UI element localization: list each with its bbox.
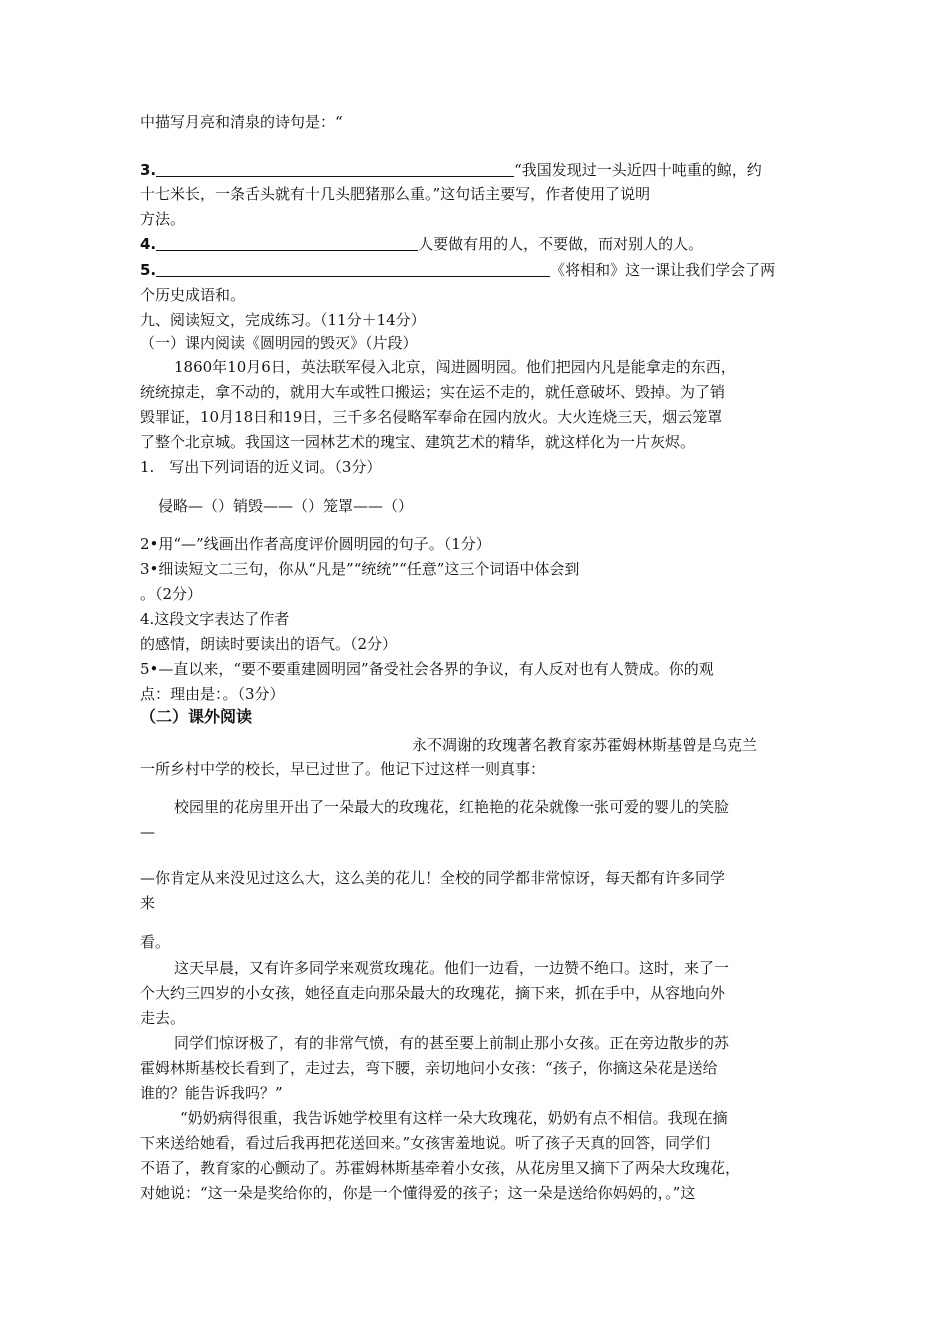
- answer-blank: [156, 261, 550, 277]
- answer-blank: [156, 161, 514, 177]
- reading-question-5-line-2: 点：理由是：。（3分）: [140, 685, 285, 703]
- reading-question-2: 2•用“—”线画出作者高度评价圆明园的句子。（1分）: [140, 535, 491, 553]
- reading-question-4-line-1: 4.这段文字表达了作者: [140, 610, 290, 628]
- passage-1-line-4: 了整个北京城。我国这一园林艺术的瑰宝、建筑艺术的精华，就这样化为一片灰烬。: [140, 433, 696, 451]
- story-line-intro: 一所乡村中学的校长，早已过世了。他记下过这样一则真事：: [140, 760, 546, 778]
- question-5-line-1: [140, 260, 775, 280]
- line-moon-spring: 中描写月亮和清泉的诗句是：“: [140, 113, 343, 131]
- question-3-line-1: [140, 160, 762, 180]
- question-3-text: “我国发现过一头近四十吨重的鲸，约: [514, 161, 762, 179]
- question-4: [140, 234, 703, 254]
- question-5-line-2: 个历史成语和。: [140, 286, 246, 304]
- reading-question-3-line-1: 3•细读短文二三句，你从“凡是”“统统”“任意”这三个词语中体会到: [140, 560, 580, 578]
- story-line-rose-2: —你肯定从来没见过这么大，这么美的花儿！全校的同学都非常惊讶，每天都有许多同学: [140, 869, 726, 887]
- story-line-rose-1: 校园里的花房里开出了一朵最大的玫瑰花，红艳艳的花朵就像一张可爱的婴儿的笑脸: [174, 798, 730, 816]
- reading-question-4-line-2: 的感情，朗读时要读出的语气。（2分）: [140, 635, 398, 653]
- question-4-text: 人要做有用的人，不要做，而对别人的人。: [418, 235, 704, 253]
- reading-question-5-line-1: 5•—直以来，“要不要重建圆明园”备受社会各界的争议，有人反对也有人赞成。你的观: [140, 660, 714, 678]
- story-para-grandma-2: 下来送给她看，看过后我再把花送回来。”女孩害羞地说。听了孩子天真的回答，同学们: [140, 1134, 711, 1152]
- story-para-grandma-4: 对她说：“这一朵是奖给你的，你是一个懂得爱的孩子；这一朵是送给你妈妈的，。”这: [140, 1184, 696, 1202]
- story-para-grandma-1: “奶奶病得很重，我告诉她学校里有这样一朵大玫瑰花，奶奶有点不相信。我现在摘: [180, 1109, 728, 1127]
- question-5-number: 5.: [140, 261, 157, 279]
- reading-question-3-line-2: 。（2分）: [140, 585, 203, 603]
- story-line-rose-1-dash: —: [140, 823, 155, 841]
- story-para-students-2: 霍姆林斯基校长看到了，走过去，弯下腰，亲切地问小女孩：“孩子，你摘这朵花是送给: [140, 1059, 718, 1077]
- story-para-morning-2: 个大约三四岁的小女孩，她径直走向那朵最大的玫瑰花，摘下来，抓在手中，从容地向外: [140, 984, 726, 1002]
- story-line-rose-3: 看。: [140, 933, 171, 951]
- passage-1-line-3: 毁罪证，10月18日和19日，三千多名侵略军奉命在园内放火。大火连烧三天，烟云笼罩: [140, 408, 723, 426]
- question-3-number: 3.: [140, 161, 157, 179]
- story-para-morning-1: 这天早晨，又有许多同学来观赏玫瑰花。他们一边看，一边赞不绝口。这时，来了一: [174, 959, 730, 977]
- story-para-grandma-3: 不语了，教育家的心颤动了。苏霍姆林斯基牵着小女孩，从花房里又摘下了两朵大玫瑰花，: [140, 1159, 741, 1177]
- story-para-students-3: 谁的？能告诉我吗？”: [140, 1084, 283, 1102]
- question-3-line-2: 十七米长，一条舌头就有十几头肥猪那么重。”这句话主要写，作者使用了说明: [140, 185, 651, 203]
- subsection-2-heading: （二）课外阅读: [140, 707, 253, 726]
- answer-blank: [156, 235, 418, 251]
- reading-question-1: 1. 写出下列词语的近义词。（3分）: [140, 458, 382, 476]
- synonym-words: 侵略—（）销毁——（）笼罩——（）: [158, 497, 414, 515]
- story-para-students-1: 同学们惊讶极了，有的非常气愤，有的甚至要上前制止那小女孩。正在旁边散步的苏: [174, 1034, 730, 1052]
- subsection-1-heading: （一）课内阅读《圆明园的毁灭》（片段）: [140, 334, 418, 352]
- question-5-text: 《将相和》这一课让我们学会了两: [550, 261, 776, 279]
- story-title-line: 永不凋谢的玫瑰著名教育家苏霍姆林斯基曾是乌克兰: [412, 736, 758, 754]
- story-para-morning-3: 走去。: [140, 1009, 186, 1027]
- passage-1-line-1: 1860年10月6日，英法联军侵入北京，闯进圆明园。他们把园内凡是能拿走的东西，: [174, 358, 736, 376]
- story-line-rose-2-tail: 来: [140, 894, 156, 912]
- question-3-line-3: 方法。: [140, 210, 186, 228]
- section-9-heading: 九、阅读短文，完成练习。（11分＋14分）: [140, 311, 426, 329]
- question-4-number: 4.: [140, 235, 157, 253]
- passage-1-line-2: 统统掠走，拿不动的，就用大车或牲口搬运；实在运不走的，就任意破坏、毁掉。为了销: [140, 383, 726, 401]
